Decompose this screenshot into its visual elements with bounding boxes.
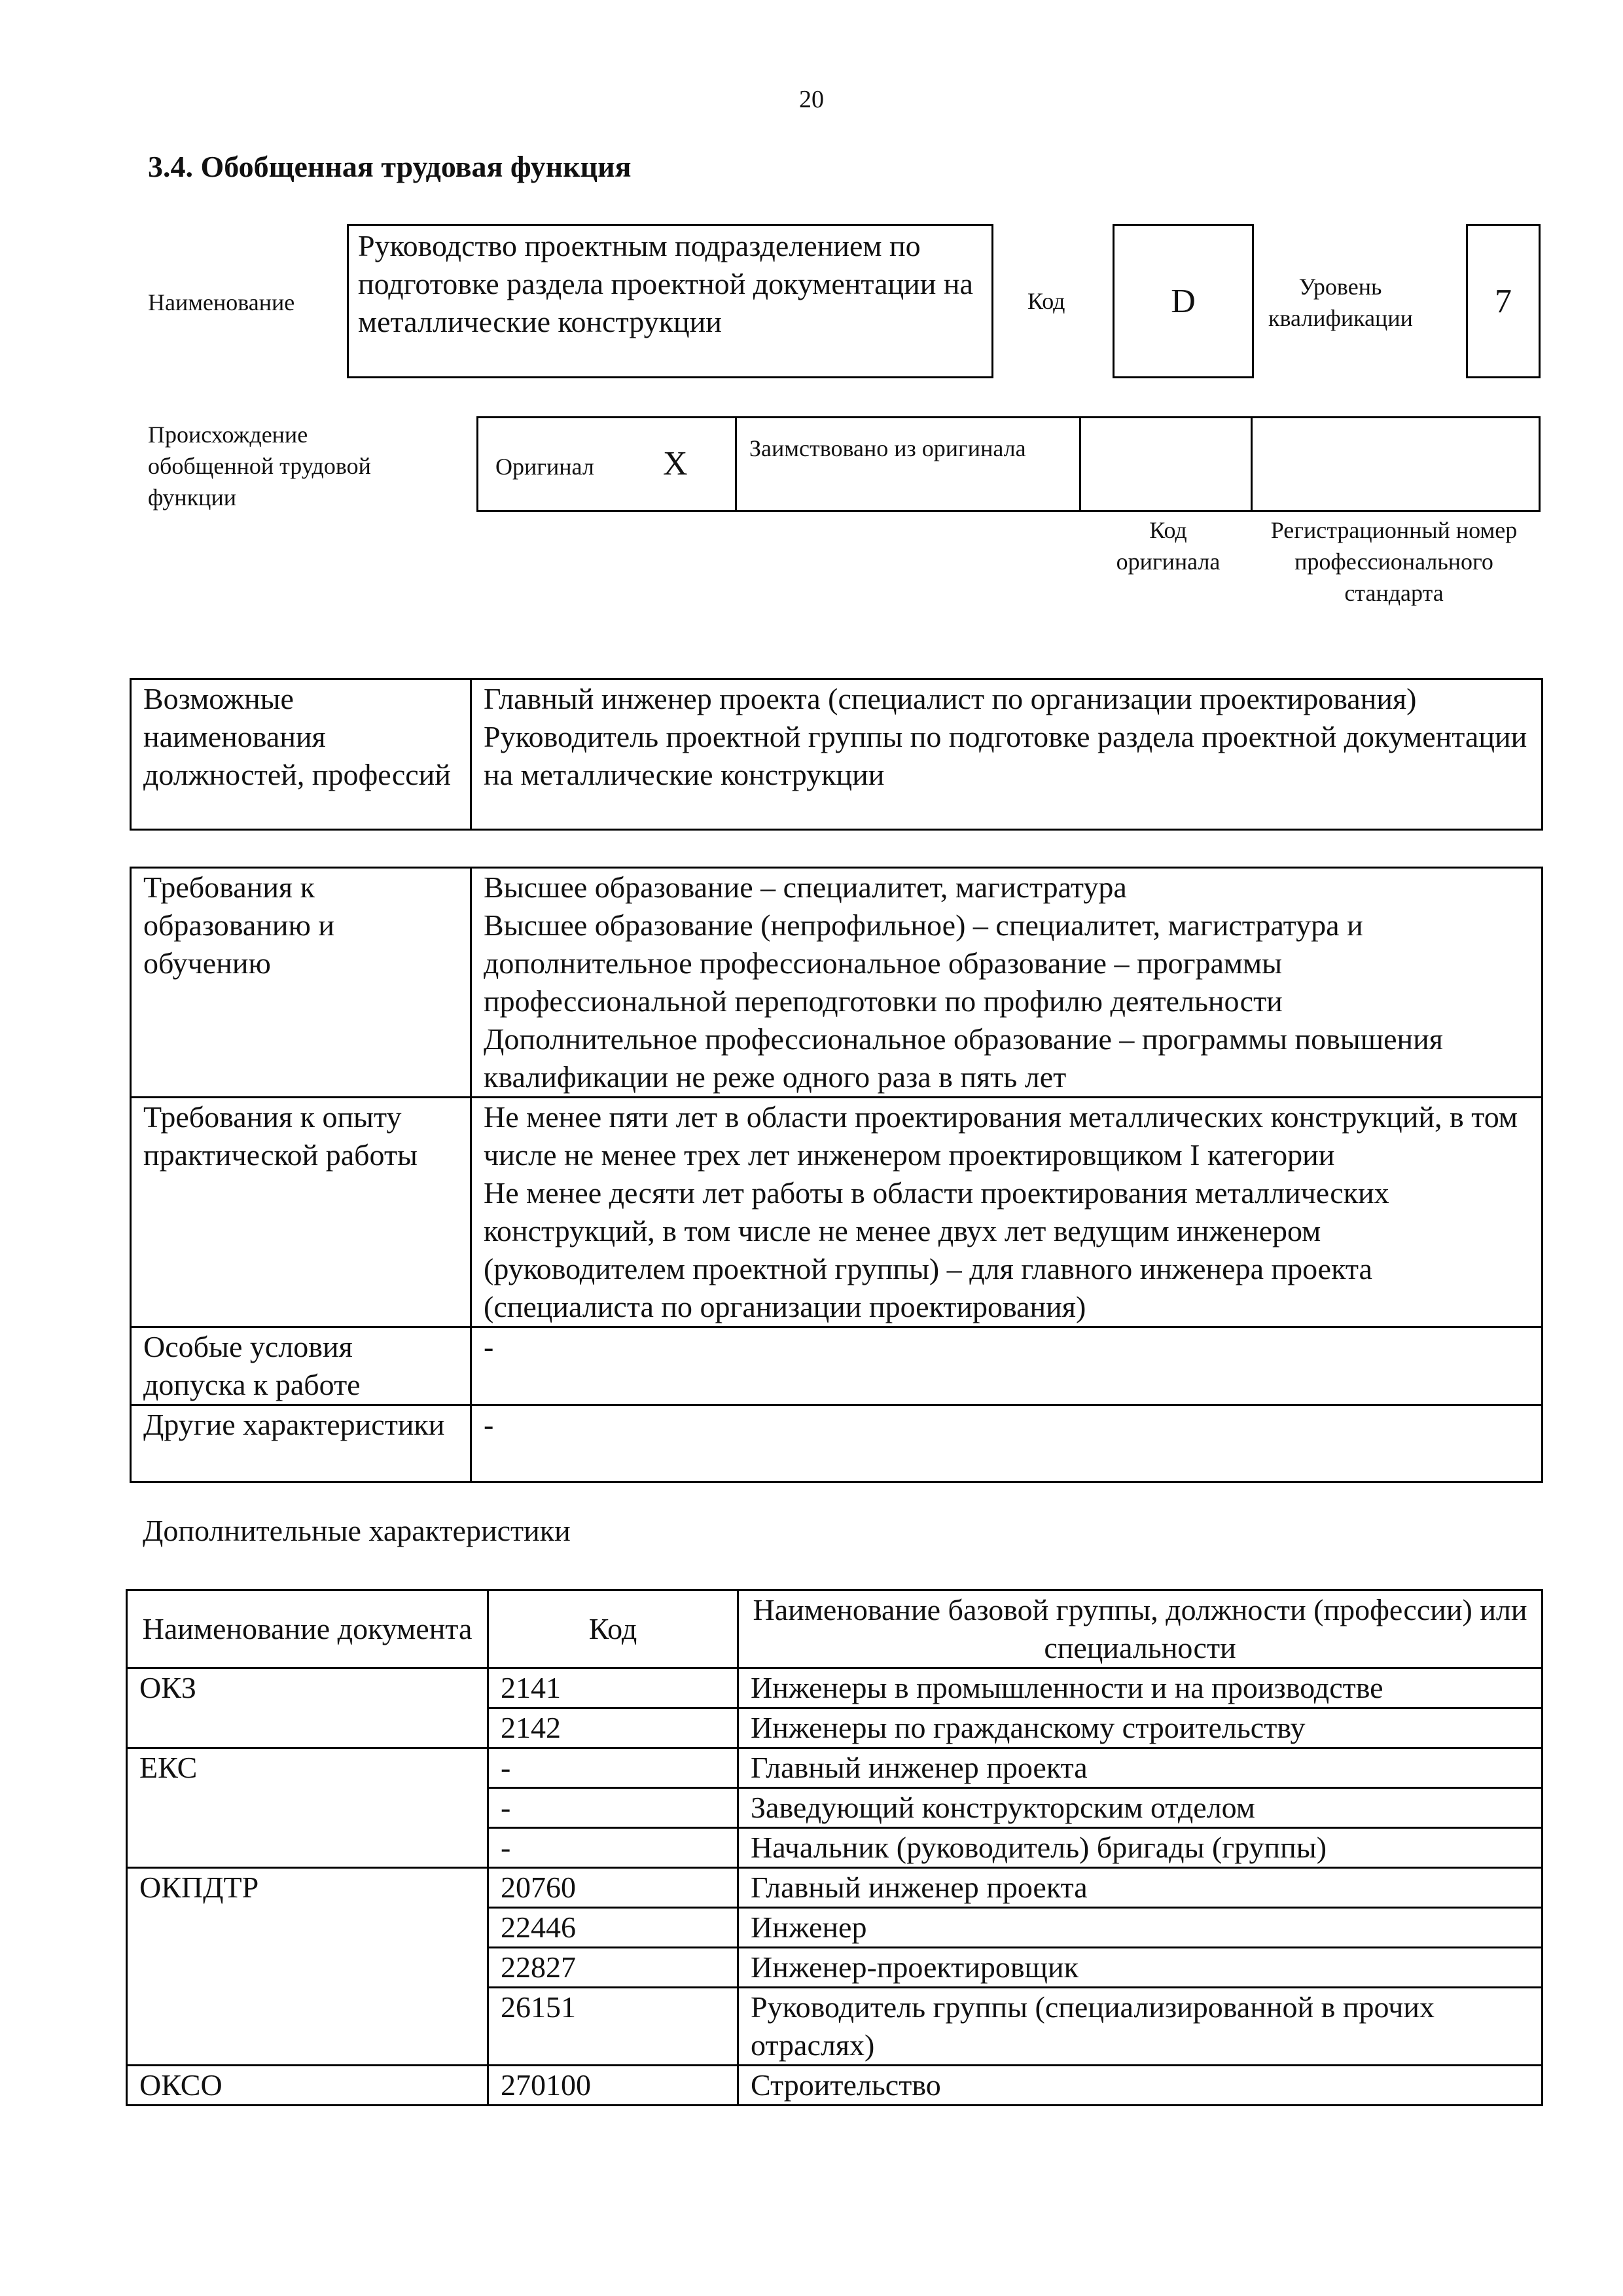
education-label: Требования к образованию и обучению xyxy=(131,868,471,1098)
doc-name: ОКЗ xyxy=(127,1668,488,1748)
education-line: Высшее образование (непрофильное) – специалитет, магистратура и дополнительное профессиональное образование – программы профессиональной переподготовки по профилю деятельности xyxy=(484,908,1363,1018)
header-document: Наименование документа xyxy=(127,1590,488,1668)
requirements-table xyxy=(130,867,1543,1483)
origin-divider-2 xyxy=(1079,418,1081,510)
name-cell: Заведующий конструкторским отделом xyxy=(738,1788,1543,1828)
origin-box xyxy=(476,416,1541,512)
function-name-box xyxy=(347,224,993,378)
experience-line: Не менее десяти лет работы в области проектирования металлических конструкций, в том числе не менее двух лет ведущим инженером (руководителем проектной группы) – для главного инженера проекта (специалиста по организации проектирования) xyxy=(484,1176,1389,1323)
code-cell: 270100 xyxy=(488,2066,738,2106)
code-cell: 26151 xyxy=(488,1988,738,2066)
experience-label: Требования к опыту практической работы xyxy=(131,1098,471,1327)
original-mark: X xyxy=(663,445,688,482)
additional-title: Дополнительные характеристики xyxy=(143,1514,571,1547)
code-box xyxy=(1113,224,1254,378)
education-line: Дополнительное профессиональное образование – программы повышения квалификации не реже одного раза в пять лет xyxy=(484,1022,1443,1094)
experience-line: Не менее пяти лет в области проектирования металлических конструкций, в том числе не менее трех лет инженером проектировщиком I категории xyxy=(484,1100,1518,1172)
other-characteristics-value: - xyxy=(471,1405,1543,1482)
name-cell: Начальник (руководитель) бригады (группы) xyxy=(738,1828,1543,1868)
special-conditions-label: Особые условия допуска к работе xyxy=(131,1327,471,1405)
experience-value xyxy=(471,1098,1543,1327)
position-line: Главный инженер проекта (специалист по организации проектирования) xyxy=(484,682,1417,715)
header-code: Код xyxy=(488,1590,738,1668)
header-name: Наименование базовой группы, должности (профессии) или специальности xyxy=(738,1590,1543,1668)
doc-name: ЕКС xyxy=(127,1748,488,1868)
origin-label: Происхождение обобщенной трудовой функции xyxy=(148,422,371,511)
positions-label: Возможные наименования должностей, профессий xyxy=(131,679,471,830)
code-label: Код xyxy=(1027,288,1065,314)
position-line: Руководитель проектной группы по подготовке раздела проектной документации на металлические конструкции xyxy=(484,720,1527,791)
name-cell: Инженеры в промышленности и на производстве xyxy=(738,1668,1543,1708)
additional-table xyxy=(126,1589,1543,2106)
level-value: 7 xyxy=(1495,282,1512,320)
level-box xyxy=(1466,224,1541,378)
code-cell: 20760 xyxy=(488,1868,738,1908)
code-cell: 22446 xyxy=(488,1908,738,1948)
code-cell: - xyxy=(488,1748,738,1788)
level-label: Уровень квалификации xyxy=(1268,274,1413,331)
code-cell: - xyxy=(488,1828,738,1868)
special-conditions-value: - xyxy=(471,1327,1543,1405)
name-cell: Главный инженер проекта xyxy=(738,1868,1543,1908)
section-title: 3.4. Обобщенная трудовая функция xyxy=(148,150,632,183)
code-cell: 22827 xyxy=(488,1948,738,1988)
code-cell: 2142 xyxy=(488,1708,738,1748)
name-cell: Инженер xyxy=(738,1908,1543,1948)
name-cell: Инженер-проектировщик xyxy=(738,1948,1543,1988)
borrowed-label: Заимствовано из оригинала xyxy=(749,435,1026,461)
positions-table xyxy=(130,678,1543,831)
name-cell: Главный инженер проекта xyxy=(738,1748,1543,1788)
name-cell: Руководитель группы (специализированной в прочих отраслях) xyxy=(738,1988,1543,2066)
function-name-value: Руководство проектным подразделением по подготовке раздела проектной документации на металлические конструкции xyxy=(358,229,973,338)
other-characteristics-label: Другие характеристики xyxy=(131,1405,471,1482)
positions-value xyxy=(471,679,1543,830)
origin-divider-3 xyxy=(1251,418,1253,510)
registration-number-caption: Регистрационный номер профессионального стандарта xyxy=(1270,517,1518,606)
doc-name: ОКПДТР xyxy=(127,1868,488,2066)
code-value: D xyxy=(1171,282,1196,320)
code-cell: 2141 xyxy=(488,1668,738,1708)
page-number: 20 xyxy=(799,86,824,113)
code-cell: - xyxy=(488,1788,738,1828)
origin-divider-1 xyxy=(735,418,737,510)
education-line: Высшее образование – специалитет, магистратура xyxy=(484,870,1127,904)
name-cell: Строительство xyxy=(738,2066,1543,2106)
name-label: Наименование xyxy=(148,289,295,315)
doc-name: ОКСО xyxy=(127,2066,488,2106)
original-code-caption: Код оригинала xyxy=(1116,517,1221,575)
education-value xyxy=(471,868,1543,1098)
name-cell: Инженеры по гражданскому строительству xyxy=(738,1708,1543,1748)
original-label: Оригинал xyxy=(495,454,594,480)
